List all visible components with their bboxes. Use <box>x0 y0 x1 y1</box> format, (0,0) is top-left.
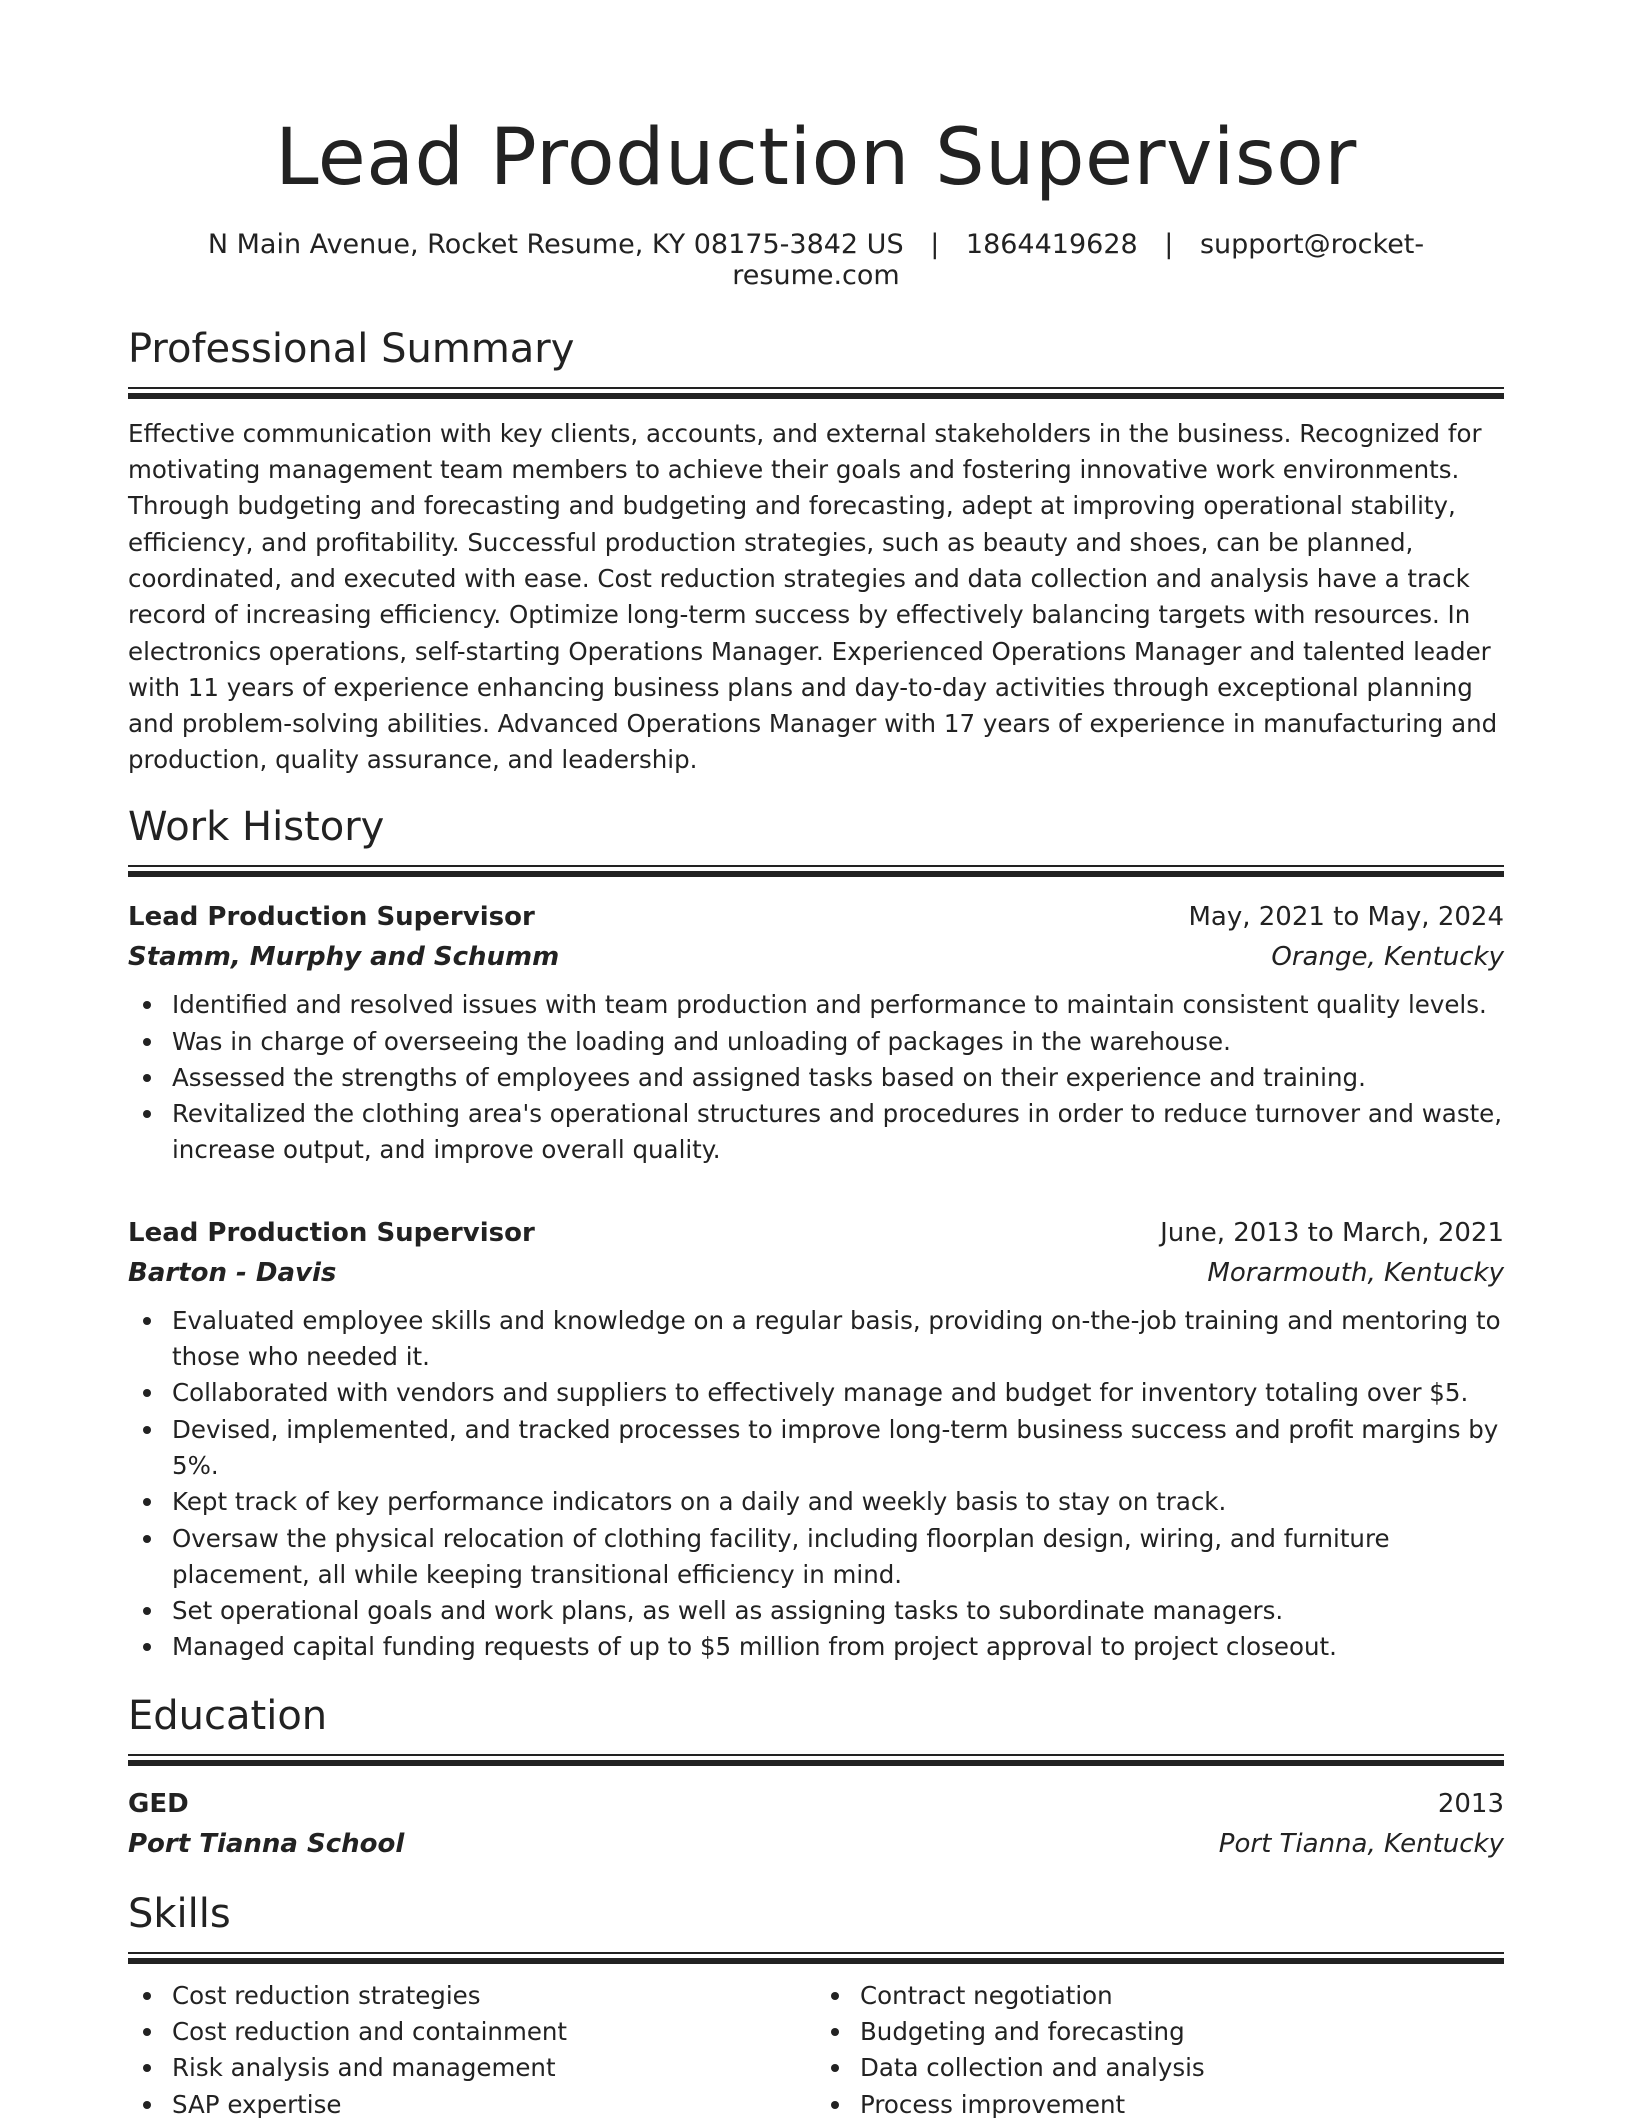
skills-grid <box>128 1978 1504 2123</box>
education-school: Port Tianna School <box>128 1828 405 1859</box>
section-title-education: Education <box>128 1692 328 1739</box>
skills-section <box>128 1890 1504 2123</box>
section-divider <box>128 1952 1504 1964</box>
section-divider <box>128 387 1504 399</box>
skills-column-left <box>128 1978 816 2123</box>
skill-item: Data collection and analysis <box>860 2050 1504 2086</box>
section-title-skills: Skills <box>128 1890 231 1937</box>
section-divider <box>128 865 1504 877</box>
job-company-row <box>128 1253 1504 1293</box>
skills-list <box>128 1978 816 2123</box>
job-role: Lead Production Supervisor <box>128 902 535 933</box>
summary-section <box>128 325 1504 779</box>
job-dates: June, 2013 to March, 2021 <box>1160 1217 1504 1248</box>
work-history-section <box>128 803 1504 1665</box>
job-bullet: Was in charge of overseeing the loading and unloading of packages in the warehouse. <box>172 1024 1504 1060</box>
contact-address: N Main Avenue, Rocket Resume, KY 08175-3842 US <box>207 228 904 260</box>
skill-item: Contract negotiation <box>860 1978 1504 2014</box>
job-bullet: Assessed the strengths of employees and assigned tasks based on their experience and training. <box>172 1060 1504 1096</box>
contact-line <box>128 229 1504 291</box>
job-bullet: Managed capital funding requests of up to $5 million from project approval to project closeout. <box>172 1629 1504 1665</box>
section-title-work-history: Work History <box>128 804 385 851</box>
job-bullet: Revitalized the clothing area's operational structures and procedures in order to reduce turnover and waste, increase output, and improve overall quality. <box>172 1096 1504 1169</box>
job-entry <box>128 897 1504 1168</box>
job-bullets <box>128 987 1504 1168</box>
education-degree: GED <box>128 1788 189 1819</box>
contact-email: support@rocket-resume.com <box>732 228 1425 291</box>
job-header-row <box>128 897 1504 937</box>
job-dates: May, 2021 to May, 2024 <box>1188 902 1504 933</box>
education-entry <box>128 1784 1504 1864</box>
job-bullet: Devised, implemented, and tracked processes to improve long-term business success and profit margins by 5%. <box>172 1412 1504 1485</box>
education-section <box>128 1692 1504 1864</box>
job-bullet: Evaluated employee skills and knowledge on a regular basis, providing on-the-job training and mentoring to those who needed it. <box>172 1303 1504 1376</box>
skill-item: Cost reduction strategies <box>172 1978 816 2014</box>
job-company-row <box>128 937 1504 977</box>
education-year: 2013 <box>1437 1788 1504 1819</box>
job-location: Morarmouth, Kentucky <box>1207 1257 1504 1288</box>
skill-item: SAP expertise <box>172 2087 816 2123</box>
education-location: Port Tianna, Kentucky <box>1218 1828 1504 1859</box>
job-entry <box>128 1213 1504 1666</box>
section-divider <box>128 1754 1504 1766</box>
job-company: Barton - Davis <box>128 1257 337 1288</box>
summary-text: Effective communication with key clients, accounts, and external stakeholders in the business. Recognized for motivating management team members to achieve their goals and fostering innovative work environments. Through budgeting and forecasting and budgeting and forecasting, adept at improving operational stability, efficiency, and profitability. Successful production strategies, such as beauty and shoes, can be planned, coordinated, and executed with ease. Cost reduction strategies and data collection and analysis have a track record of increasing efficiency. Optimize long-term success by effectively balancing targets with resources. In electronics operations, self-starting Operations Manager. Experienced Operations Manager and talented leader with 11 years of experience enhancing business plans and day-to-day activities through exceptional planning and problem-solving abilities. Advanced Operations Manager with 17 years of experience in manufacturing and production, quality assurance, and leadership. <box>128 418 1498 775</box>
skills-list <box>816 1978 1504 2123</box>
job-bullet: Oversaw the physical relocation of clothing facility, including floorplan design, wiring, and furniture placement, all while keeping transitional efficiency in mind. <box>172 1521 1504 1594</box>
education-header-row <box>128 1784 1504 1824</box>
skills-column-right <box>816 1978 1504 2123</box>
job-role: Lead Production Supervisor <box>128 1217 535 1248</box>
job-company: Stamm, Murphy and Schumm <box>128 942 560 973</box>
contact-separator: | <box>1164 228 1174 260</box>
skill-item: Risk analysis and management <box>172 2050 816 2086</box>
section-title-summary: Professional Summary <box>128 325 575 372</box>
job-header-row <box>128 1213 1504 1253</box>
job-location: Orange, Kentucky <box>1271 942 1504 973</box>
skill-item: Budgeting and forecasting <box>860 2014 1504 2050</box>
skill-item: Process improvement <box>860 2087 1504 2123</box>
contact-separator: | <box>930 228 940 260</box>
job-bullets <box>128 1303 1504 1666</box>
resume-name: Lead Production Supervisor <box>275 113 1357 203</box>
job-bullet: Identified and resolved issues with team production and performance to maintain consistent quality levels. <box>172 987 1504 1023</box>
skill-item: Cost reduction and containment <box>172 2014 816 2050</box>
job-bullet: Set operational goals and work plans, as well as assigning tasks to subordinate managers. <box>172 1593 1504 1629</box>
job-bullet: Collaborated with vendors and suppliers to effectively manage and budget for inventory totaling over $5. <box>172 1375 1504 1411</box>
education-school-row <box>128 1824 1504 1864</box>
job-bullet: Kept track of key performance indicators on a daily and weekly basis to stay on track. <box>172 1484 1504 1520</box>
contact-phone: 1864419628 <box>965 228 1138 260</box>
